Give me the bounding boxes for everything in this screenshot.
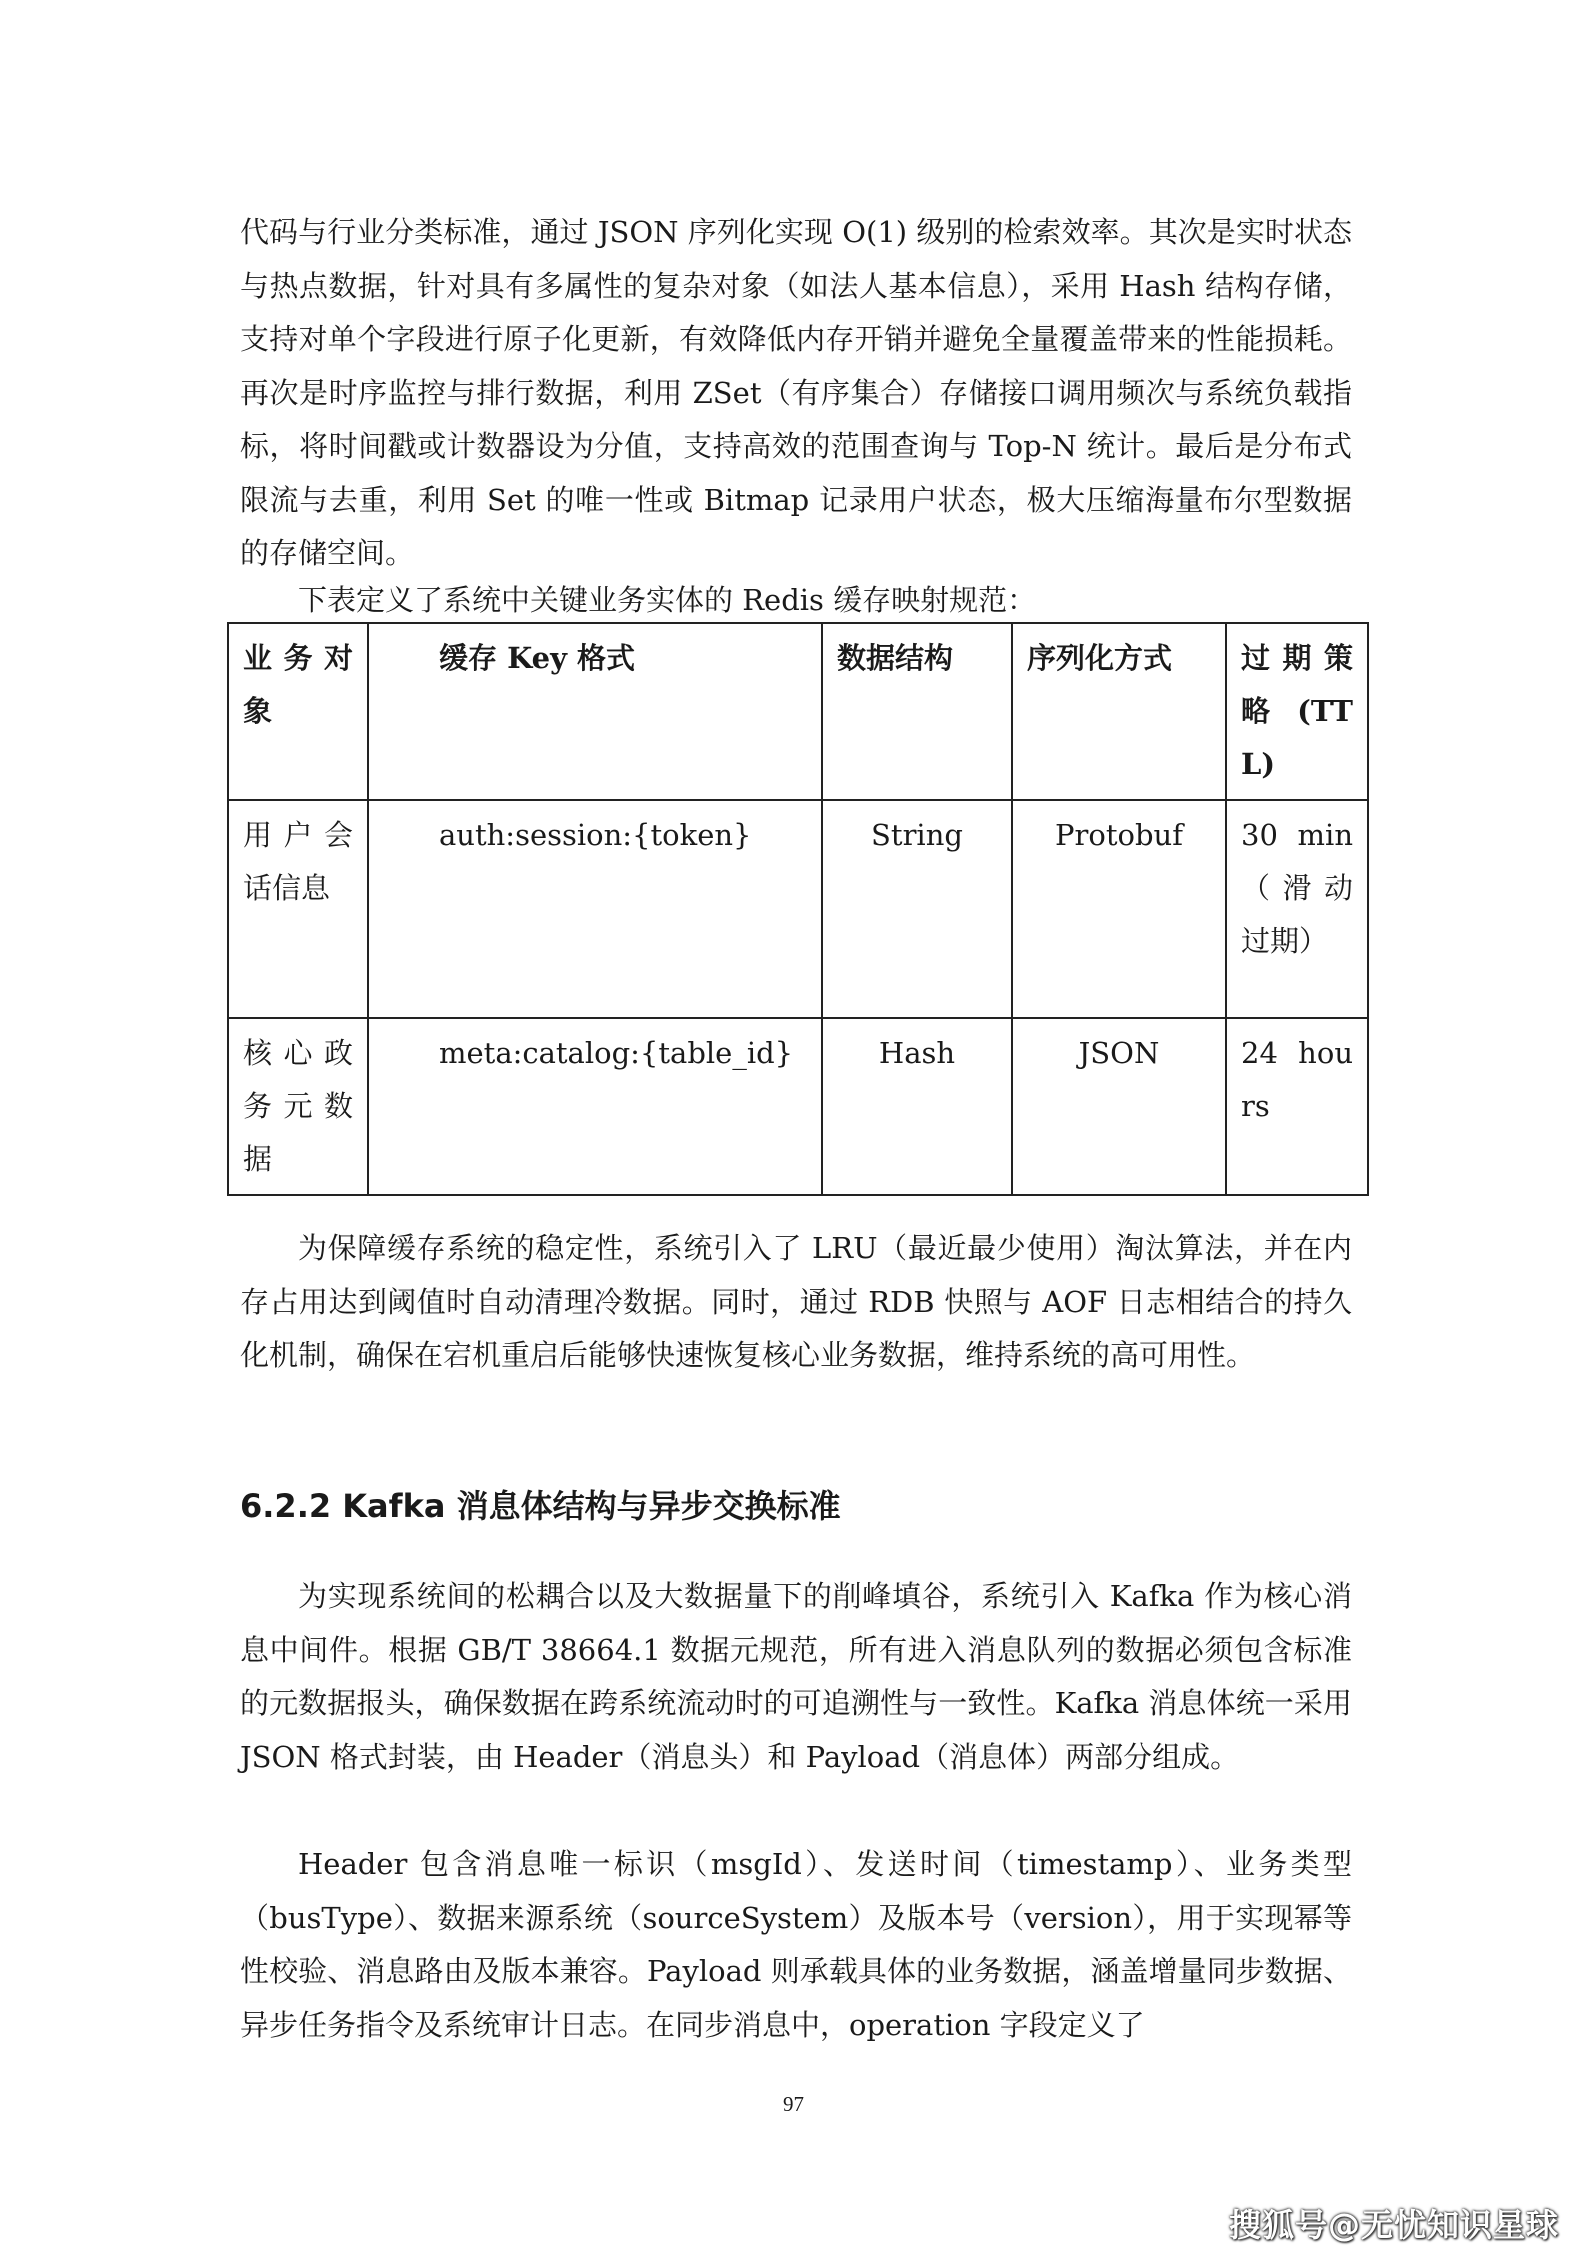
cell-business-object: 用户会话信息: [228, 800, 368, 1018]
cell-serialization: JSON: [1012, 1018, 1226, 1195]
table-caption: 下表定义了系统中关键业务实体的 Redis 缓存映射规范：: [298, 583, 1037, 617]
header-data-structure: 数据结构: [822, 623, 1012, 800]
cell-ttl: 30 min（滑动过期）: [1226, 800, 1368, 1018]
cell-cache-key: auth:session:{token}: [368, 800, 822, 1018]
paragraph-cache-stability: 为保障缓存系统的稳定性，系统引入了 LRU（最近最少使用）淘汰算法，并在内存占用达到阈值时自动清理冷数据。同时，通过 RDB 快照与 AOF 日志相结合的持久化机制，确保在宕机重启后能够快速恢复核心业务数据，维持系统的高可用性。: [240, 1231, 1352, 1372]
paragraph-kafka-intro: 为实现系统间的松耦合以及大数据量下的削峰填谷，系统引入 Kafka 作为核心消息中间件。根据 GB/T 38664.1 数据元规范，所有进入消息队列的数据必须包含标准的元数据报头，确保数据在跨系统流动时的可追溯性与一致性。Kafka 消息体统一采用 JSON 格式封装，由 Header（消息头）和 Payload（消息体）两部分组成。: [240, 1579, 1352, 1774]
watermark: 搜狐号@无忧知识星球: [1228, 2206, 1559, 2244]
paragraph-kafka-header: Header 包含消息唯一标识（msgId）、发送时间（timestamp）、业务类型（busType）、数据来源系统（sourceSystem）及版本号（version），用于实现幂等性校验、消息路由及版本兼容。Payload 则承载具体的业务数据，涵盖增量同步数据、异步任务指令及系统审计日志。在同步消息中，operation 字段定义了: [240, 1847, 1352, 2042]
cell-cache-key: meta:catalog:{table_id}: [368, 1018, 822, 1195]
table-header-row: [228, 623, 1368, 800]
cell-ttl: 24 hours: [1226, 1018, 1368, 1195]
redis-cache-mapping-table: [227, 622, 1369, 1196]
header-business-object: 业务对象: [228, 623, 368, 800]
section-heading: 6.2.2 Kafka 消息体结构与异步交换标准: [240, 1487, 841, 1525]
cell-serialization: Protobuf: [1012, 800, 1226, 1018]
table-row: [228, 1018, 1368, 1195]
cell-business-object: 核心政务元数据: [228, 1018, 368, 1195]
cell-data-structure: Hash: [822, 1018, 1012, 1195]
paragraph-redis-data-types: 代码与行业分类标准，通过 JSON 序列化实现 O(1) 级别的检索效率。其次是实时状态与热点数据，针对具有多属性的复杂对象（如法人基本信息），采用 Hash 结构存储，支持对单个字段进行原子化更新，有效降低内存开销并避免全量覆盖带来的性能损耗。再次是时序监控与排行数据，利用 ZSet（有序集合）存储接口调用频次与系统负载指标，将时间戳或计数器设为分值，支持高效的范围查询与 Top-N 统计。最后是分布式限流与去重，利用 Set 的唯一性或 Bitmap 记录用户状态，极大压缩海量布尔型数据的存储空间。: [240, 215, 1352, 570]
header-cache-key-format: 缓存 Key 格式: [368, 623, 822, 800]
cell-data-structure: String: [822, 800, 1012, 1018]
page-number: 97: [783, 2092, 804, 2116]
header-ttl-policy: 过期策略 (TTL): [1226, 623, 1368, 800]
header-serialization: 序列化方式: [1012, 623, 1226, 800]
table-row: [228, 800, 1368, 1018]
